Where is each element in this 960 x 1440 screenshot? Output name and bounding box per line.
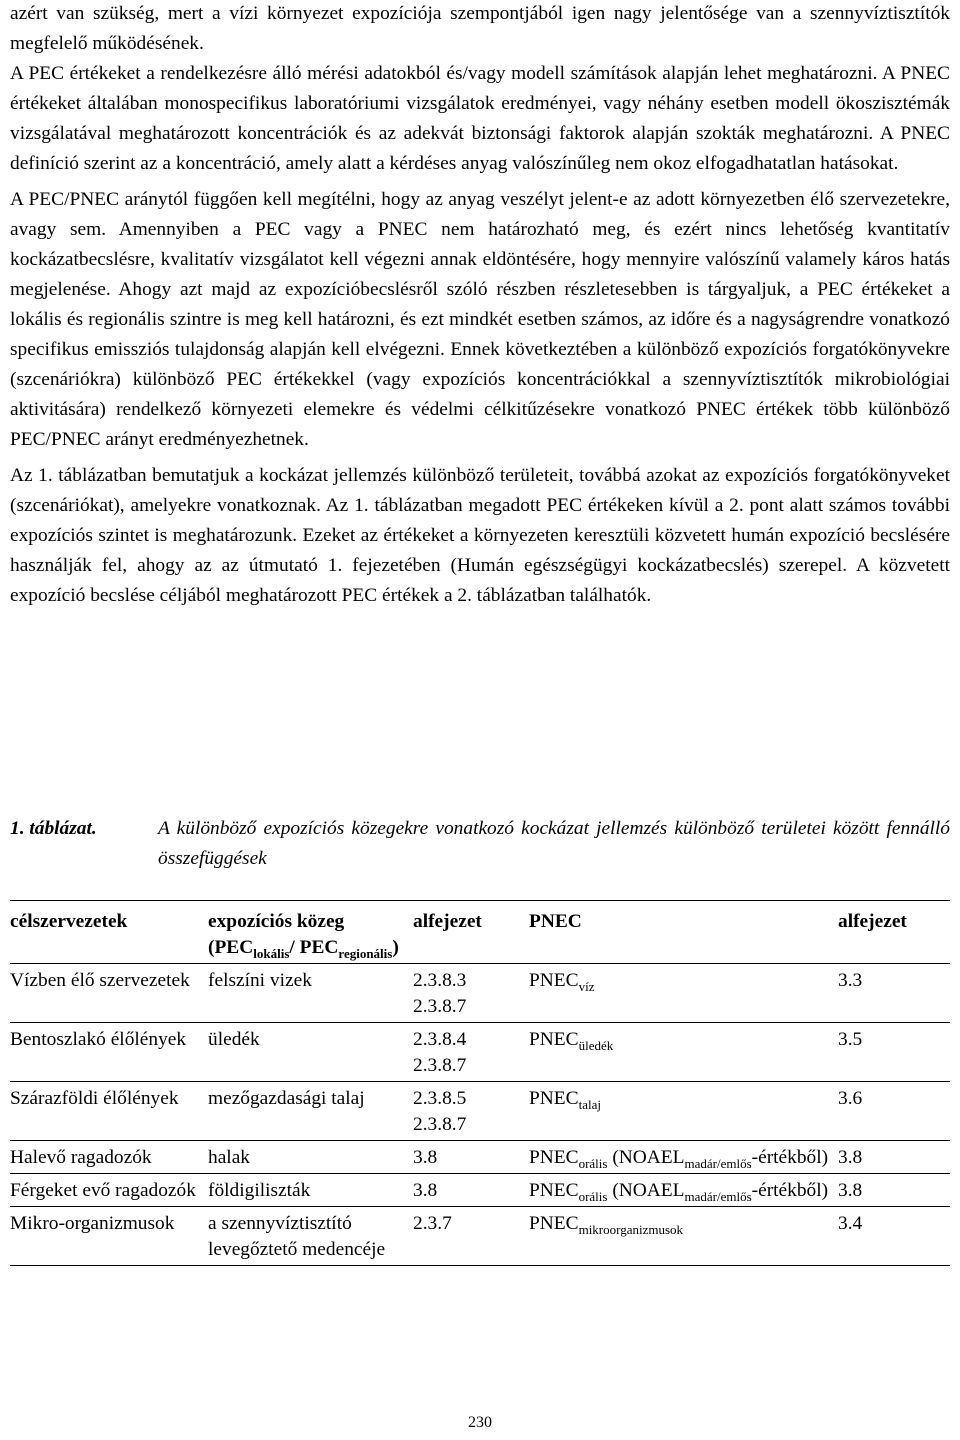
header-target-organisms: célszervezetek	[10, 911, 128, 932]
cell-section	[413, 1174, 529, 1207]
pnec-subscript: mikroorganizmusok	[578, 1222, 684, 1237]
pnec-label: PNEC	[529, 1147, 579, 1168]
table-row	[10, 1023, 950, 1082]
cell-pnec	[529, 1141, 838, 1174]
pnec-subscript: üledék	[578, 1038, 614, 1053]
header-section-2: alfejezet	[838, 911, 907, 932]
cell-organism: Bentoszlakó élőlények	[10, 1023, 208, 1082]
table-row	[10, 964, 950, 1023]
cell-medium: üledék	[208, 1023, 413, 1082]
pnec-subscript: orális	[578, 1189, 608, 1204]
header-medium-sub-local: lokális	[253, 946, 290, 961]
page-number: 230	[468, 1414, 492, 1431]
paragraph-3: A PEC/PNEC aránytól függően kell megítélni, hogy az anyag veszélyt jelent-e az adott környezetben élő szervezetekre, avagy sem. Amennyiben a PEC vagy a PNEC nem határozható meg, és ezért nincs lehetőség kvantitatív kockázatbecslésre, kvalitatív vizsgálatot kell végezni annak eldöntésére, hogy mennyire valószínű valamely káros hatás megjelenése. Ahogy azt majd az expozícióbecslésről szóló részben részletesebben is tárgyaljuk, a PEC értékeket a lokális és regionális szintre is meg kell határozni, és ezt mindkét esetben számos, az időre és a nagyságrendre vonatkozó specifikus emissziós tulajdonság alapján kell elvégezni. Ennek következtében a különböző expozíciós forgatókönyvekre (szcenáriókra) különböző PEC értékekkel (vagy expozíciós koncentrációkkal a szennyvíztisztítók mikrobiológiai aktivitására) rendelkező környezeti elemekre és védelmi célkitűzésekre vonatkozó PNEC értékek több különböző PEC/PNEC arányt eredményezhetnek.	[10, 189, 950, 450]
cell-section-b: 2.3.8.7	[413, 1114, 467, 1135]
header-medium-text-b: / PEC	[289, 937, 339, 958]
pnec-label: PNEC	[529, 1088, 579, 1109]
cell-organism: Férgeket evő ragadozók	[10, 1174, 208, 1207]
header-medium-sub-regional: regionális	[338, 946, 393, 961]
header-section-1: alfejezet	[413, 911, 482, 932]
cell-organism: Halevő ragadozók	[10, 1141, 208, 1174]
cell-section-2: 3.8	[838, 1141, 950, 1174]
pnec-rest: (NOAEL	[607, 1180, 685, 1201]
cell-section-2: 3.8	[838, 1174, 950, 1207]
risk-characterisation-table	[10, 900, 950, 1266]
table-header-row	[10, 901, 950, 964]
cell-section	[413, 1141, 529, 1174]
paragraph-1: azért van szükség, mert a vízi környezet expozíciója szempontjából igen nagy jelentősége van a szennyvíztisztítók megfelelő működésének.	[10, 3, 950, 54]
cell-organism: Szárazföldi élőlények	[10, 1082, 208, 1141]
pnec-label: PNEC	[529, 1213, 579, 1234]
pnec-tail: -értékből)	[751, 1147, 829, 1168]
cell-medium: földigiliszták	[208, 1174, 413, 1207]
pnec-subscript: víz	[578, 979, 595, 994]
table-row	[10, 1174, 950, 1207]
cell-medium: halak	[208, 1141, 413, 1174]
table-row	[10, 1082, 950, 1141]
cell-section	[413, 964, 529, 1023]
cell-medium: felszíni vizek	[208, 964, 413, 1023]
paragraph-4: Az 1. táblázatban bemutatjuk a kockázat jellemzés különböző területeit, továbbá azokat az expozíciós forgatókönyveket (szcenáriókat), amelyekre vonatkoznak. Az 1. táblázatban megadott PEC értékeken kívül a 2. pont alatt számos további expozíciós szintet is meghatározunk. Ezeket az értékeket a környezeten keresztüli közvetett humán expozíció becslésére használják fel, ahogy az az útmutató 1. fejezetében (Humán egészségügyi kockázatbecslés) szerepel. A közvetett expozíció becslése céljából meghatározott PEC értékek a 2. táblázatban találhatók.	[10, 465, 950, 606]
cell-section-a: 3.8	[413, 1180, 438, 1201]
cell-section-2: 3.3	[838, 964, 950, 1023]
header-pnec: PNEC	[529, 911, 582, 932]
table-number: 1. táblázat.	[10, 818, 97, 839]
cell-organism: Vízben élő szervezetek	[10, 964, 208, 1023]
cell-section-a: 2.3.7	[413, 1213, 452, 1234]
pnec-subscript: orális	[578, 1156, 608, 1171]
cell-section-2: 3.5	[838, 1023, 950, 1082]
cell-medium: a szennyvíztisztító levegőztető medencéje	[208, 1207, 413, 1266]
cell-section-b: 2.3.8.7	[413, 1055, 467, 1076]
cell-pnec	[529, 964, 838, 1023]
pnec-rest: (NOAEL	[607, 1147, 685, 1168]
header-medium-text-a: expozíciós közeg (PEC	[208, 911, 345, 958]
cell-section-b: 2.3.8.7	[413, 996, 467, 1017]
table-row	[10, 1207, 950, 1266]
pnec-tail: -értékből)	[751, 1180, 829, 1201]
paragraph-2: A PEC értékeket a rendelkezésre álló mérési adatokból és/vagy modell számítások alapján lehet meghatározni. A PNEC értékeket általában monospecifikus laboratóriumi vizsgálatok eredményei, vagy néhány esetben modell ökoszisztémák vizsgálatával meghatározott koncentrációk és az adekvát biztonsági faktorok alapján szokták meghatározni. A PNEC definíció szerint az a koncentráció, amely alatt a kérdéses anyag valószínűleg nem okoz elfogadhatatlan hatásokat.	[10, 63, 950, 174]
pnec-label: PNEC	[529, 1180, 579, 1201]
cell-organism: Mikro-organizmusok	[10, 1207, 208, 1266]
cell-section-a: 2.3.8.4	[413, 1029, 467, 1050]
header-exposure-medium	[208, 901, 413, 964]
pnec-subscript-2: madár/emlős	[684, 1189, 752, 1204]
cell-section	[413, 1207, 529, 1266]
cell-pnec	[529, 1207, 838, 1266]
cell-section-a: 3.8	[413, 1147, 438, 1168]
cell-section-a: 2.3.8.3	[413, 970, 467, 991]
pnec-label: PNEC	[529, 1029, 579, 1050]
cell-section-2: 3.4	[838, 1207, 950, 1266]
pnec-subscript-2: madár/emlős	[684, 1156, 752, 1171]
cell-section	[413, 1082, 529, 1141]
cell-medium: mezőgazdasági talaj	[208, 1082, 413, 1141]
table-body	[10, 964, 950, 1266]
table-title: A különböző expozíciós közegekre vonatkozó kockázat jellemzés különböző területei között fennálló összefüggések	[158, 818, 950, 869]
header-medium-text-c: )	[392, 937, 399, 958]
cell-section-2: 3.6	[838, 1082, 950, 1141]
pnec-subscript: talaj	[578, 1097, 601, 1112]
document-page	[10, 0, 950, 1431]
pnec-label: PNEC	[529, 970, 579, 991]
cell-section	[413, 1023, 529, 1082]
table-row	[10, 1141, 950, 1174]
cell-pnec	[529, 1174, 838, 1207]
cell-pnec	[529, 1082, 838, 1141]
cell-section-a: 2.3.8.5	[413, 1088, 467, 1109]
cell-pnec	[529, 1023, 838, 1082]
